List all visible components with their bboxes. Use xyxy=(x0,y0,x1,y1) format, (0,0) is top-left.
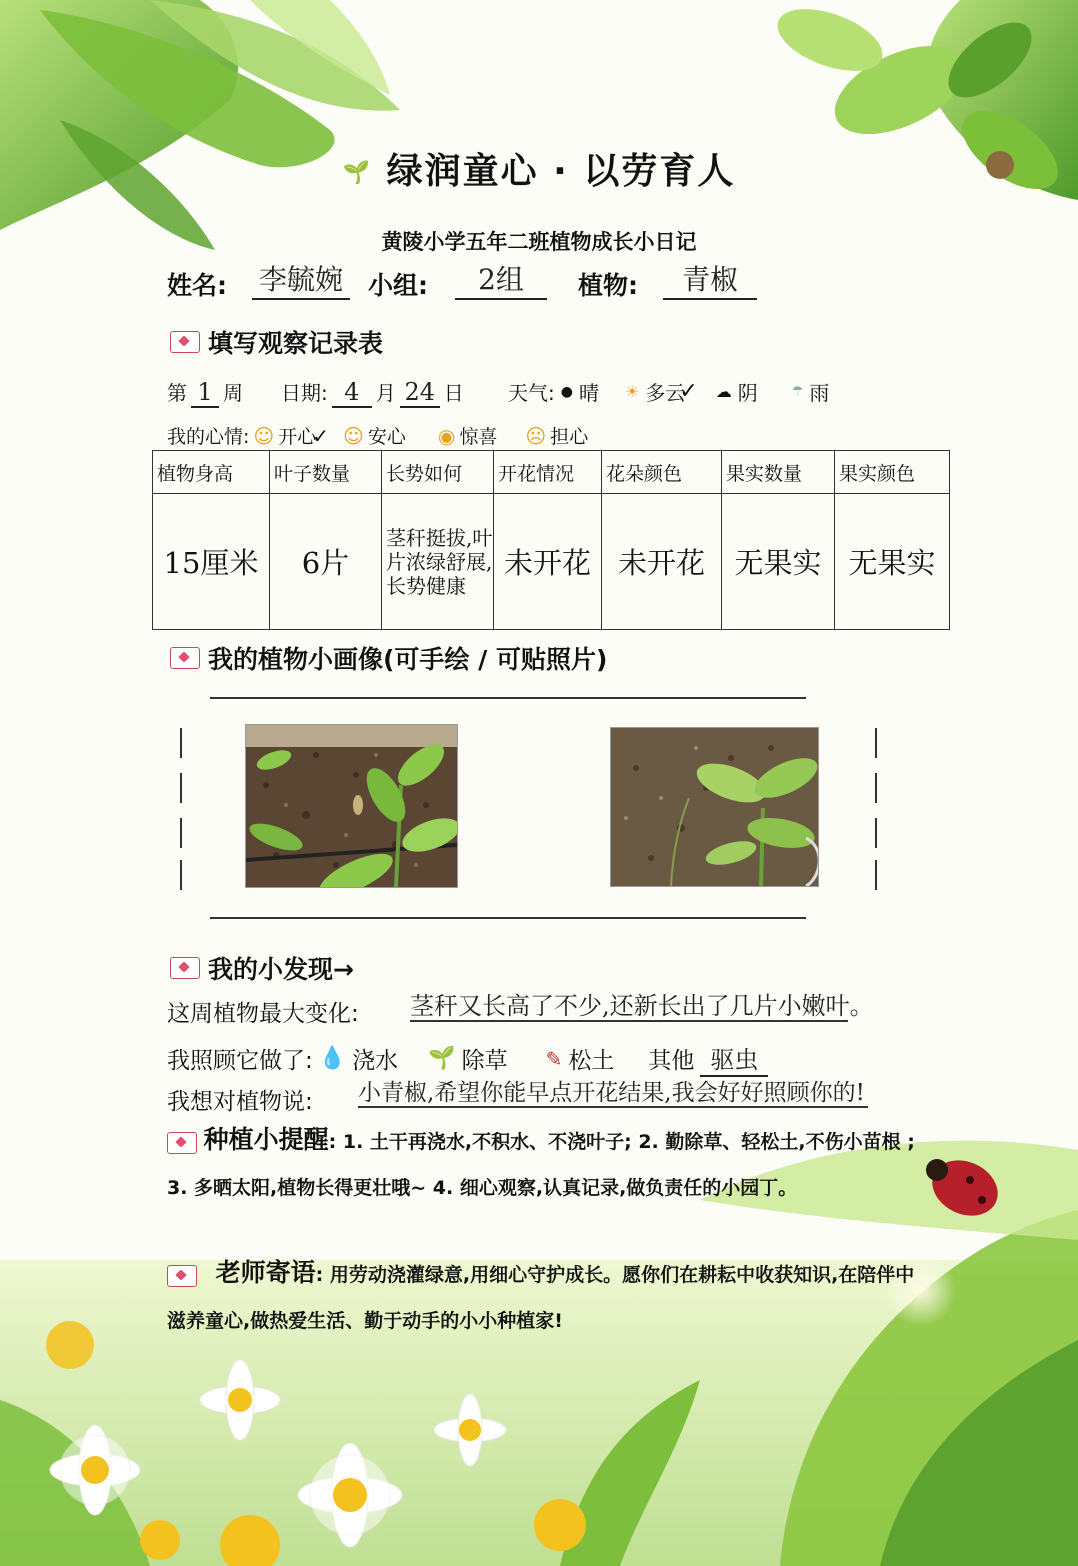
page-title: 🌱 绿润童心 · 以劳育人 xyxy=(342,151,736,192)
group-value[interactable]: 2组 xyxy=(455,258,547,300)
plant-photo-1 xyxy=(245,724,458,888)
header-growth: 长势如何 xyxy=(382,451,494,494)
care-weed[interactable]: 除草 xyxy=(461,1048,508,1074)
sun-icon: ● xyxy=(560,383,573,400)
care-label: 我照顾它做了: xyxy=(167,1048,313,1074)
week-prefix: 第 xyxy=(167,381,187,405)
date-day[interactable]: 24 xyxy=(400,378,440,408)
care-water[interactable]: 浇水 xyxy=(352,1048,399,1074)
week-suffix: 周 xyxy=(223,381,243,405)
surprised-face-icon: ◉ xyxy=(437,423,456,448)
plant-value[interactable]: 青椒 xyxy=(663,258,757,300)
portrait-bracket-right xyxy=(875,860,877,890)
mood-worried[interactable]: 担心 xyxy=(550,426,589,448)
header-flower-color: 花朵颜色 xyxy=(602,451,722,494)
plant-label: 植物: xyxy=(578,271,638,300)
portrait-bottom-line xyxy=(210,917,806,919)
cell-flowering[interactable]: 未开花 xyxy=(494,494,602,630)
cell-fruit-count[interactable]: 无果实 xyxy=(722,494,835,630)
portrait-bracket-right xyxy=(875,818,877,848)
change-underline xyxy=(410,1020,848,1022)
weather-label: 天气: xyxy=(508,381,555,405)
water-drop-icon: 💧 xyxy=(318,1046,347,1071)
worried-face-icon: ☹ xyxy=(525,423,547,448)
header-leaf-count: 叶子数量 xyxy=(270,451,382,494)
portrait-section-title: 我的植物小画像(可手绘 / 可贴照片) xyxy=(208,645,608,674)
teacher-text: : 用劳动浇灌绿意,用细心守护成长。愿你们在耕耘中收获知识,在陪伴中滋养童心,做热爱生活、勤于动手的小小种植家! xyxy=(167,1264,915,1332)
envelope-icon xyxy=(170,957,200,979)
seedling-icon: 🌱 xyxy=(428,1046,456,1071)
weather-overcast[interactable]: 阴 xyxy=(737,381,758,405)
cell-height[interactable]: 15厘米 xyxy=(153,494,270,630)
week-date-row xyxy=(167,377,464,408)
mood-label: 我的心情: xyxy=(167,426,250,448)
portrait-bracket-left xyxy=(180,773,182,803)
say-underline xyxy=(358,1106,868,1108)
date-label: 日期: xyxy=(281,381,328,405)
table-row xyxy=(153,494,950,630)
mood-calm[interactable]: 安心 xyxy=(367,426,406,448)
portrait-bracket-right xyxy=(875,773,877,803)
table-header-row xyxy=(153,451,950,494)
discovery-section-heading xyxy=(170,950,354,986)
portrait-bracket-left xyxy=(180,728,182,758)
envelope-icon xyxy=(167,1132,197,1154)
page-subtitle: 黄陵小学五年二班植物成长小日记 xyxy=(381,230,697,254)
header-flowering: 开花情况 xyxy=(494,451,602,494)
calm-face-icon: ☺ xyxy=(343,423,364,448)
header-height: 植物身高 xyxy=(153,451,270,494)
header-fruit-color: 果实颜色 xyxy=(835,451,950,494)
observation-table xyxy=(152,450,950,630)
portrait-bracket-left xyxy=(180,818,182,848)
plant-photo-2 xyxy=(610,727,819,887)
day-unit: 日 xyxy=(443,381,464,405)
care-other-label: 其他 xyxy=(648,1048,695,1074)
name-value[interactable]: 李毓婉 xyxy=(252,258,350,300)
cell-growth[interactable]: 茎秆挺拔,叶片浓绿舒展,长势健康 xyxy=(382,494,494,630)
care-other-value[interactable]: 驱虫 xyxy=(700,1040,768,1077)
weather-sunny[interactable]: 晴 xyxy=(578,381,599,405)
cell-fruit-color[interactable]: 无果实 xyxy=(835,494,950,630)
date-month[interactable]: 4 xyxy=(332,378,372,408)
record-section-heading xyxy=(170,324,383,360)
envelope-icon xyxy=(170,647,200,669)
teacher-block xyxy=(167,1250,917,1344)
envelope-icon xyxy=(167,1265,197,1287)
discovery-section-title: 我的小发现→ xyxy=(208,955,354,984)
happy-face-icon: ☺ xyxy=(253,423,275,448)
cell-flower-color[interactable]: 未开花 xyxy=(602,494,722,630)
envelope-icon xyxy=(170,331,200,353)
care-loosen-soil[interactable]: 松土 xyxy=(568,1048,615,1074)
say-value[interactable]: 小青椒,希望你能早点开花结果,我会好好照顾你的! xyxy=(358,1080,865,1106)
tips-text: : 1. 土干再浇水,不积水、不浇叶子; 2. 勤除草、轻松土,不伤小苗根 ; 3. 多晒太阳,植物长得更壮哦~ 4. 细心观察,认真记录,做负责任的小园丁。 xyxy=(167,1131,915,1199)
change-label: 这周植物最大变化: xyxy=(167,1001,359,1027)
cell-leaf-count[interactable]: 6片 xyxy=(270,494,382,630)
sprout-icon: 🌱 xyxy=(342,160,373,186)
tips-title: 种植小提醒 xyxy=(203,1125,329,1154)
week-value[interactable]: 1 xyxy=(191,378,219,408)
top-left-leaves xyxy=(0,0,400,250)
header-fruit-count: 果实数量 xyxy=(722,451,835,494)
mood-happy[interactable]: 开心 xyxy=(278,426,317,448)
teacher-title: 老师寄语 xyxy=(215,1258,316,1287)
mood-row xyxy=(167,422,588,449)
rain-icon: ☂ xyxy=(791,384,804,399)
portrait-top-line xyxy=(210,697,806,699)
change-value[interactable]: 茎秆又长高了不少,还新长出了几片小嫩叶。 xyxy=(410,992,874,1020)
portrait-bracket-right xyxy=(875,728,877,758)
record-section-title: 填写观察记录表 xyxy=(208,329,384,358)
care-row xyxy=(167,1040,768,1077)
portrait-bracket-left xyxy=(180,860,182,890)
mood-surprised[interactable]: 惊喜 xyxy=(459,426,498,448)
weather-row xyxy=(508,377,829,406)
weather-rain[interactable]: 雨 xyxy=(809,381,830,405)
portrait-section-heading xyxy=(170,640,607,676)
month-unit: 月 xyxy=(375,381,396,405)
name-label: 姓名: xyxy=(167,271,227,300)
check-mark-icon: ✓ xyxy=(679,379,698,404)
trowel-icon: ✎ xyxy=(545,1046,563,1071)
say-label: 我想对植物说: xyxy=(167,1089,313,1115)
weather-cloudy[interactable]: 多云 xyxy=(645,381,686,405)
sun-cloud-icon: ☀ xyxy=(624,382,640,401)
group-label: 小组: xyxy=(368,271,428,300)
cloud-icon: ☁ xyxy=(715,382,732,401)
tips-block xyxy=(167,1117,917,1211)
check-mark-icon: ✓ xyxy=(312,423,330,448)
